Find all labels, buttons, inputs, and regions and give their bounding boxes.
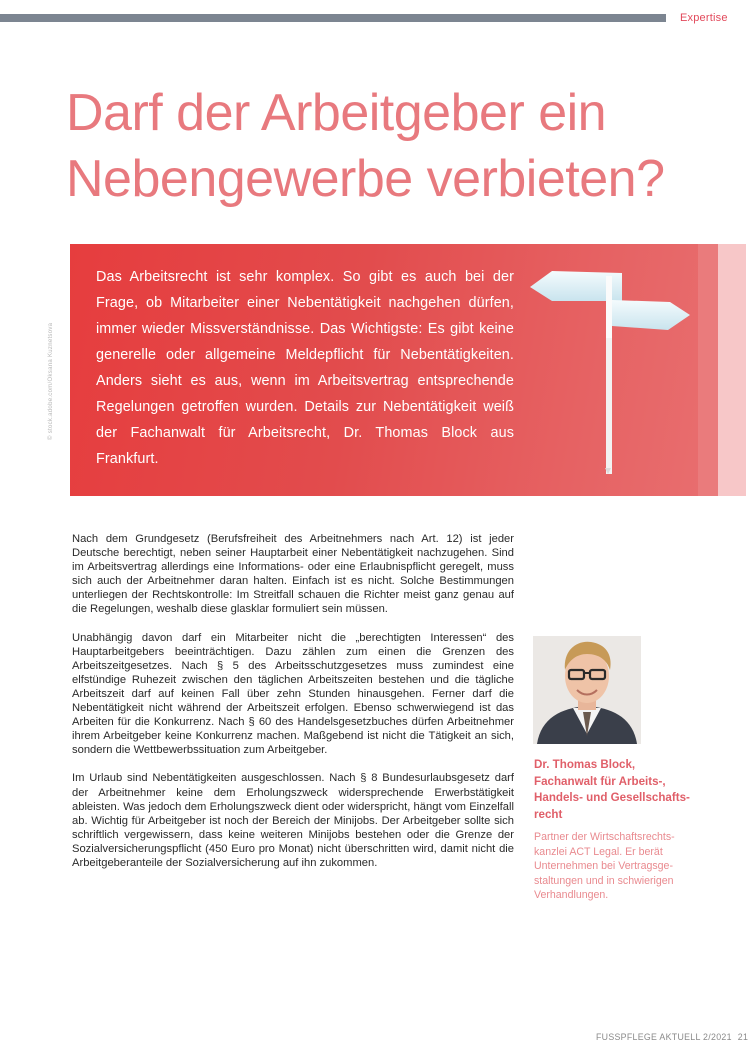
- page-footer: [596, 1032, 748, 1042]
- intro-text: Das Arbeitsrecht ist sehr komplex. So gibt es auch bei der Frage, ob Mitarbeiter einer Nebentätigkeit nachgehen dürfen, immer wieder Missverständnisse. Das Wichtigste: Es gibt keine generelle oder allgemeine Meldepflicht für Nebentätigkeiten. Anders sieht es aus, wenn im Arbeitsvertrag entsprechende Regelungen getroffen wurden. Details zur Nebentätigkeit weiß der Fachanwalt für Arbeitsrecht, Dr. Thomas Block aus Frankfurt.: [96, 269, 514, 467]
- title-line-2: Nebengewerbe verbieten?: [66, 150, 665, 208]
- header-bar: [0, 14, 666, 22]
- hero-accent-strip-pale: [718, 244, 746, 496]
- body-paragraph: Im Urlaub sind Nebentätigkeiten ausgeschlossen. Nach § 8 Bundesurlaubsgesetz darf der Arbeitnehmer keine dem Erholungszweck widersprechende Erwerbstätigkeit ableisten. Was jedoch dem Erholungszweck dient oder widerspricht, hängt vom Einzelfall ab. Wichtig für Arbeitgeber ist noch der Bereich der Minijobs. Der Arbeitgeber sollte sich schriftlich vergewissern, dass keine weiteren Minijobs bestehen oder die Grenze der Sozialversicherungspflicht (450 Euro pro Monat) nicht überschritten wird, damit nicht die Arbeitgeberanteile der Sozialversicherung auf ihn zukommen.: [72, 772, 514, 869]
- hero-accent-strip: [698, 244, 718, 496]
- page-number: 21: [737, 1032, 748, 1042]
- author-portrait: [533, 636, 641, 744]
- author-bio: Partner der Wirtschaftsrechts- kanzlei ACT Legal. Er berät Unternehmen bei Vertragsge- staltungen und in schwierigen Verhandlungen.: [534, 831, 675, 901]
- body-paragraph: Nach dem Grundgesetz (Berufsfreiheit des Arbeitnehmers nach Art. 12) ist jeder Deutsche berechtigt, neben seiner Hauptarbeit einer Nebentätigkeit nachzugehen. Sind im Arbeitsvertrag allerdings eine Informations- oder eine Erlaubnispflicht geregelt, muss sich auch der Arbeitnehmer daran halten. Einfach ist es nicht. Solche Bestimmungen unterliegen der Rechtskontrolle: Im Streitfall schauen die Richter meist ganz genau auf die Regelungen, weshalb diese glasklar formuliert sein müssen.: [72, 533, 514, 616]
- image-credit: © stock.adobe.com/Oksana Kuznetsova: [48, 322, 54, 440]
- title-line-1: Darf der Arbeitgeber ein: [66, 84, 607, 142]
- signpost-icon: [520, 262, 700, 482]
- hero-image: [70, 244, 698, 496]
- article-body: [72, 532, 514, 884]
- section-label: Expertise: [680, 12, 728, 24]
- author-name: Dr. Thomas Block, Fachanwalt für Arbeits-, Handels- und Gesellschafts- recht: [534, 758, 690, 821]
- publication-name: FUSSPFLEGE AKTUELL 2/2021: [596, 1032, 732, 1042]
- sign-arrow-right: [612, 300, 690, 330]
- body-paragraph: Unabhängig davon darf ein Mitarbeiter nicht die „berechtigten Interessen“ des Hauptarbeitgebers beeinträchtigen. Dazu zählen zum einen die Grenzen des Arbeitszeitgesetzes. Nach § 5 des Arbeitsschutzgesetzes muss zumindest eine elfstündige Ruhezeit zwischen den täglichen Arbeitszeiten bestehen und die tägliche Arbeitszeit darf auf keinen Fall über zehn Stunden hinausgehen. Ferner darf die Nebentätigkeit nicht während der Arbeitszeit erfolgen. Ebenso schwerwiegend ist das Arbeiten für die Konkurrenz. Nach § 60 des Handelsgesetzbuches dürfen Arbeitnehmer ihrem Arbeitgeber keine Konkurrenz machen. Maßgebend ist nicht die Tätigkeit an sich, sondern die Wettbewerbssituation zum Arbeitgeber.: [72, 631, 514, 757]
- article-title: [66, 80, 706, 212]
- author-photo: [533, 636, 641, 744]
